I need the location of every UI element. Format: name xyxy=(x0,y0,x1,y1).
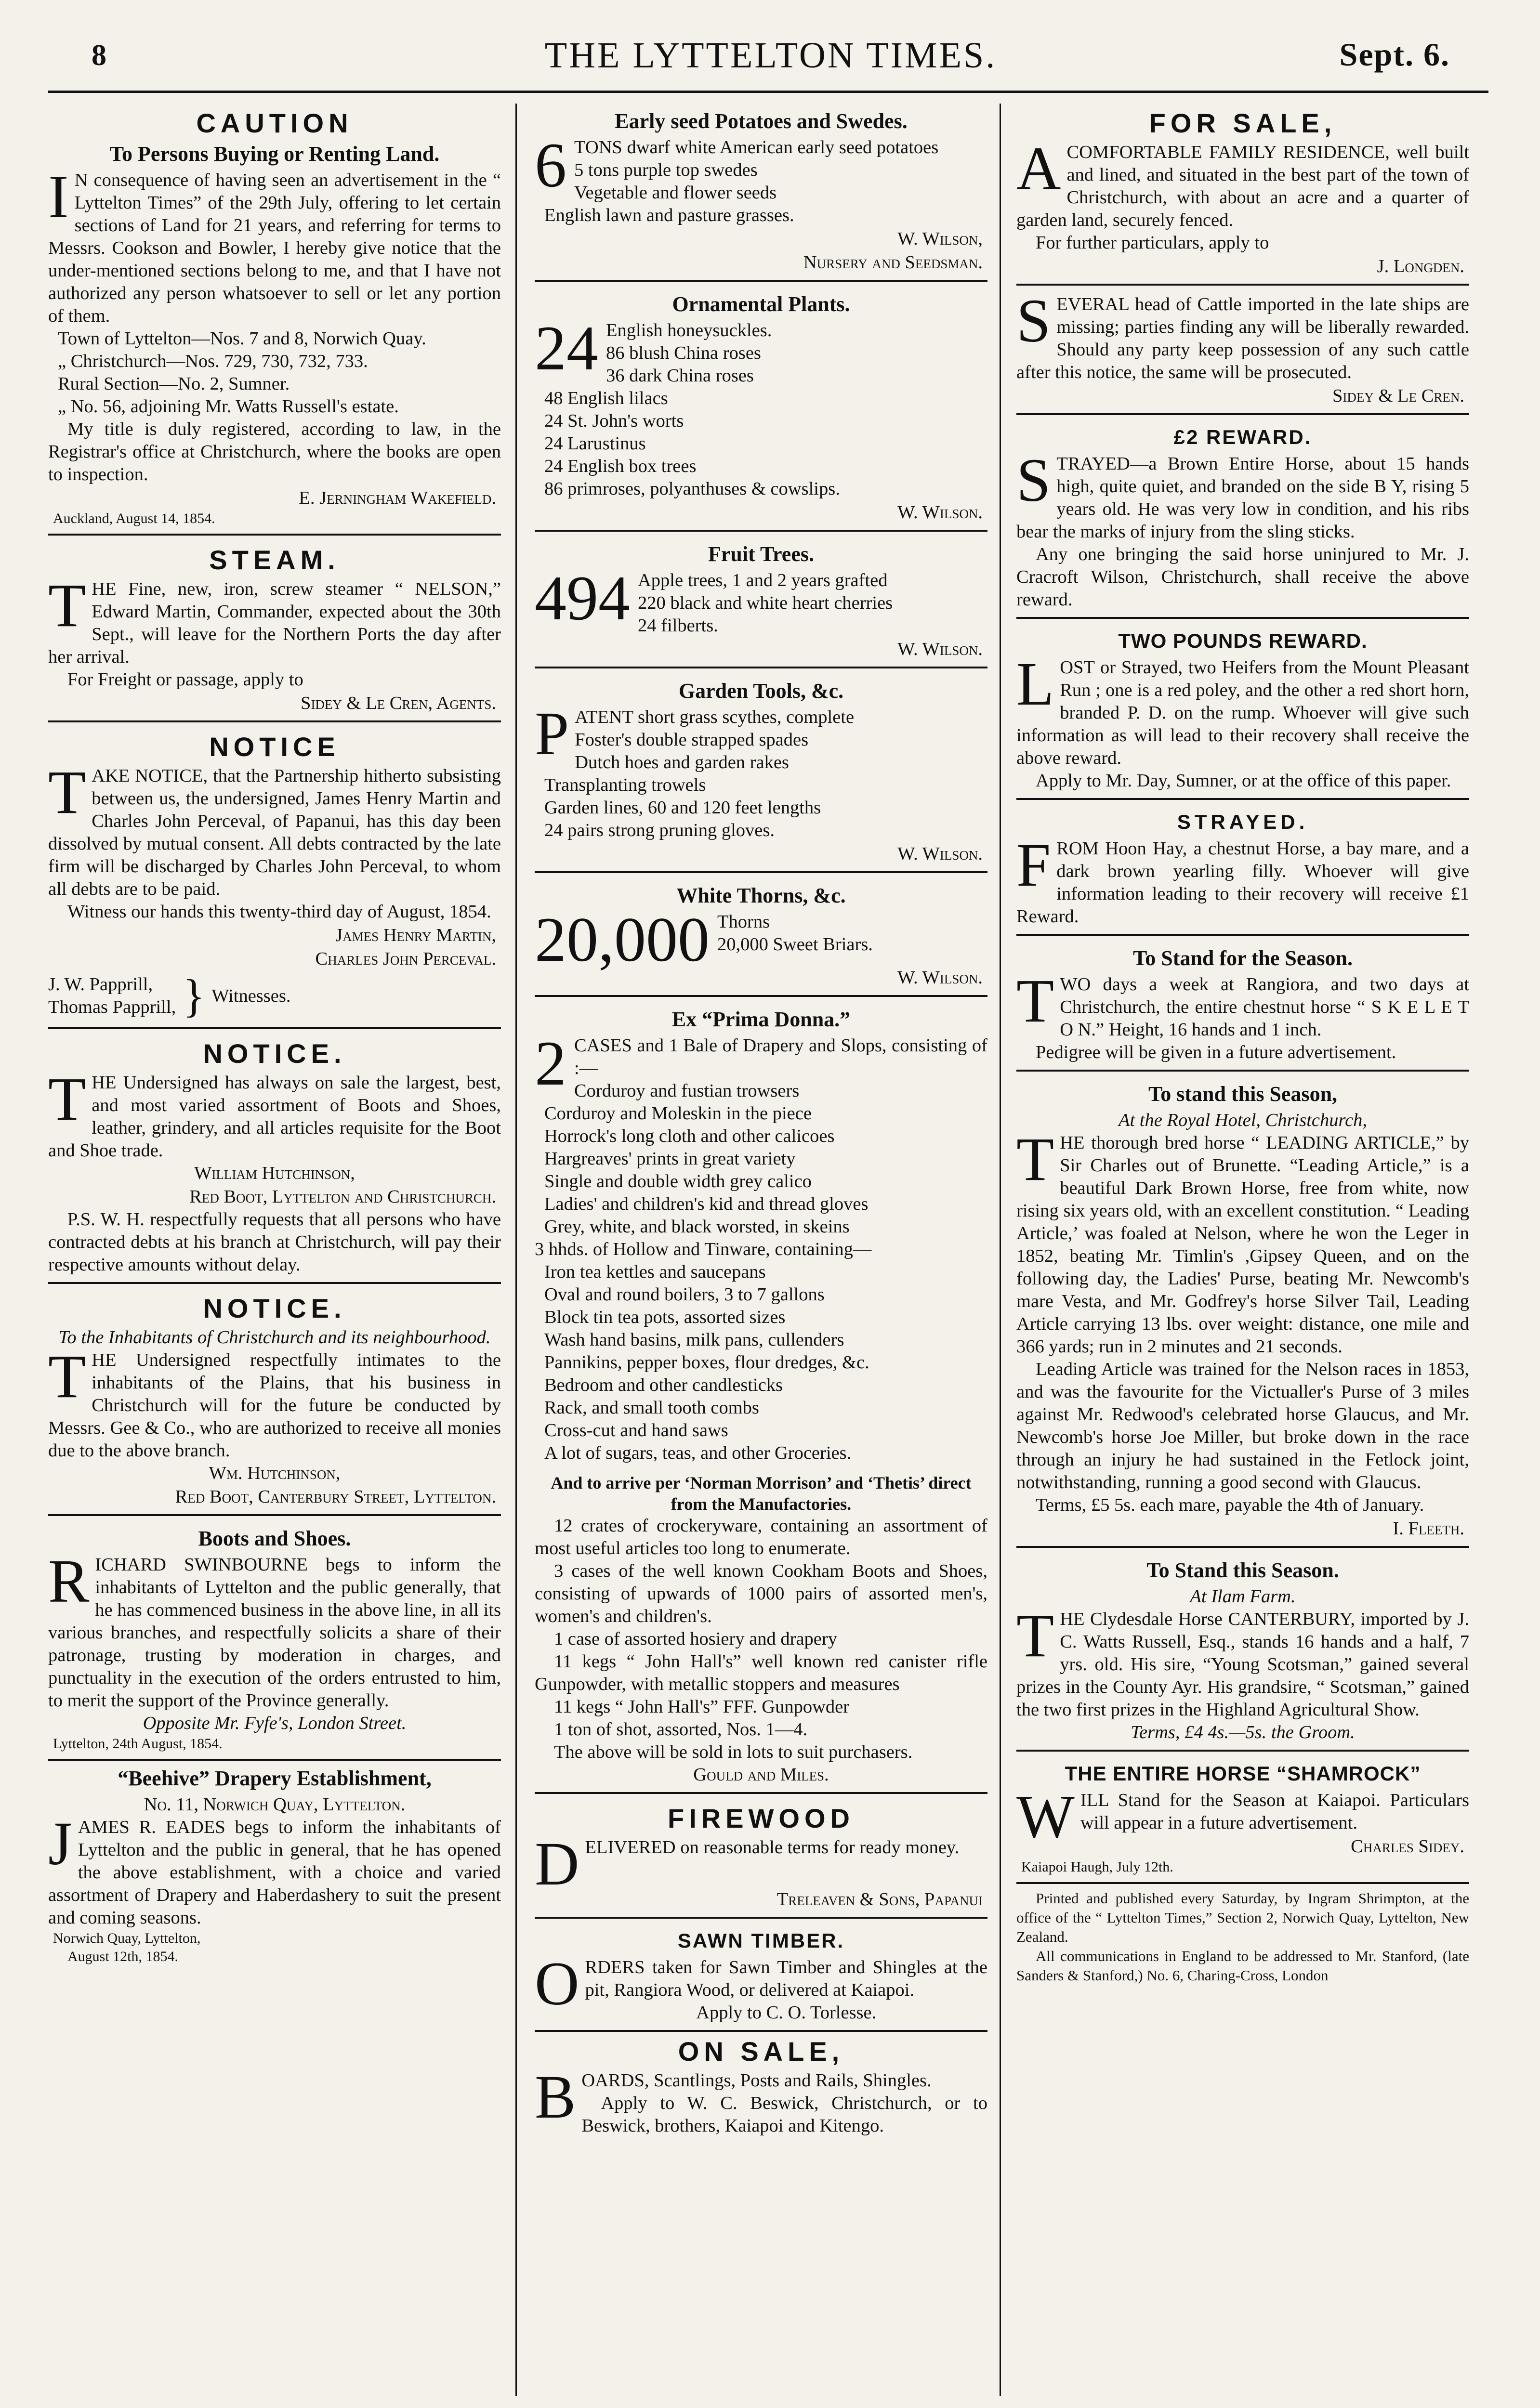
witness-name: J. W. Papprill, xyxy=(48,974,153,995)
advert-body: HE Fine, new, iron, screw steamer “ NELSON,” Edward Martin, Commander, expected about the 30th Sept., will leave for the Northern Ports the day after her arrival. xyxy=(48,579,501,667)
advert-body: Terms, £5 5s. each mare, payable the 4th of January. xyxy=(1036,1495,1424,1515)
prima-donna-advert xyxy=(535,1002,987,1794)
signature: W. Wilson. xyxy=(897,502,983,523)
list-item: A lot of sugars, teas, and other Groceries. xyxy=(544,1443,852,1463)
advert-body: OST or Strayed, two Heifers from the Mount Pleasant Run ; one is a red poley, and the other a red short horn, branded P. D. on the rump. Whoever will give such information as will lead to their recovery shall receive the above reward. xyxy=(1016,657,1469,768)
postscript: P.S. W. H. respectfully requests that all persons who have contracted debts at his branch at Christchurch, will pay their respective amounts without delay. xyxy=(48,1209,501,1275)
signature: J. Longden. xyxy=(1377,256,1464,276)
drop-cap: T xyxy=(48,571,86,640)
list-item: 11 kegs “ John Hall's” well known red canister rifle Gunpowder, with metallic stoppers and measures xyxy=(535,1651,987,1694)
signature: Sidey & Le Cren, Agents. xyxy=(301,693,496,713)
column-3 xyxy=(1016,104,1469,2401)
list-item: 220 black and white heart cherries xyxy=(638,593,893,613)
drop-cap: O xyxy=(535,1950,579,2018)
list-item: 24 filberts. xyxy=(638,615,718,636)
signature: Gould and Miles. xyxy=(693,1765,829,1785)
sawn-timber-advert xyxy=(535,1924,987,2032)
big-number: 6 xyxy=(535,130,566,200)
drop-cap: A xyxy=(1016,134,1061,203)
signature: Sidey & Le Cren. xyxy=(1332,386,1464,406)
advert-heading: White Thorns, &c. xyxy=(676,884,846,907)
drop-cap: P xyxy=(535,699,569,768)
newspaper-title: THE LYTTELTON TIMES. xyxy=(544,35,997,76)
dateline: August 12th, 1854. xyxy=(67,1949,179,1964)
advert-subheading: No. 11, Norwich Quay, Lyttelton. xyxy=(144,1794,406,1815)
two-pound-reward-advert xyxy=(1016,420,1469,619)
signature: Charles John Perceval. xyxy=(315,949,496,969)
signature: Charles Sidey. xyxy=(1351,1836,1464,1857)
list-item: Rack, and small tooth combs xyxy=(544,1398,759,1418)
advert-body: AMES R. EADES begs to inform the inhabitants of Lyttelton and the public in general, that he has opened the above establishment, with a choice and varied assortment of Drapery and Haberdashery to suit the present and coming seasons. xyxy=(48,1817,501,1928)
boots-sale-notice xyxy=(48,1034,501,1284)
advert-body: For further particulars, apply to xyxy=(1036,233,1269,253)
signature: Nursery and Seedsman. xyxy=(803,252,983,273)
advert-heading: To Stand for the Season. xyxy=(1132,946,1353,970)
advert-heading: FIREWOOD xyxy=(668,1803,855,1833)
list-item: English honeysuckles. xyxy=(606,320,772,340)
masthead-rule xyxy=(48,91,1488,93)
advert-body: Leading Article was trained for the Nelson races in 1853, and was the favourite for the Victualler's Purse of 3 miles against Mr. Redwood's celebrated horse Glaucus, and Mr. Newcomb's horse Joe Miller, but broke down in the race through an injury he had sustained in the Fetlock joint, notwithstanding, running a good second with Glaucus. xyxy=(1016,1359,1469,1492)
signature: William Hutchinson, xyxy=(194,1163,355,1183)
advert-heading: Ornamental Plants. xyxy=(672,292,850,316)
advert-heading: NOTICE. xyxy=(203,1293,346,1323)
signature: W. Wilson. xyxy=(897,968,983,988)
list-item: Foster's double strapped spades xyxy=(575,730,809,750)
plants-advert xyxy=(535,287,987,532)
caution-advert xyxy=(48,104,501,536)
advert-heading: “Beehive” Drapery Establishment, xyxy=(118,1767,432,1790)
drop-cap: T xyxy=(1016,967,1054,1035)
cattle-advert xyxy=(1016,287,1469,415)
thorns-advert xyxy=(535,878,987,997)
dateline: Kaiapoi Haugh, July 12th. xyxy=(1021,1859,1173,1875)
list-item: Ladies' and children's kid and thread gloves xyxy=(544,1194,869,1214)
list-item: 24 English box trees xyxy=(544,456,697,476)
list-item: 1 ton of shot, assorted, Nos. 1—4. xyxy=(554,1719,808,1740)
big-number: 24 xyxy=(535,313,598,383)
list-item: 1 case of assorted hosiery and drapery xyxy=(554,1629,837,1649)
signature: Treleaven & Sons, Papanui xyxy=(777,1889,983,1910)
advert-subheading: To the Inhabitants of Christchurch and its neighbourhood. xyxy=(58,1327,491,1348)
drop-cap: I xyxy=(48,162,69,231)
list-item: Cross-cut and hand saws xyxy=(544,1420,728,1440)
advert-body: Apply to C. O. Torlesse. xyxy=(696,2002,877,2023)
advert-body: EVERAL head of Cattle imported in the late ships are missing; parties finding any will be liberally rewarded. Should any party keep possession of any such cattle after this notice, the same will be prosecuted. xyxy=(1016,294,1469,382)
advert-body: Apply to W. C. Beswick, Christchurch, or to Beswick, brothers, Kaiapoi and Kitengo. xyxy=(581,2093,987,2136)
big-number: 20,000 xyxy=(535,904,710,975)
witness-name: Thomas Papprill, xyxy=(48,997,176,1017)
drop-cap: B xyxy=(535,2063,576,2131)
advert-body: My title is duly registered, according to law, in the Registrar's office at Christchurch, where the books are open to inspection. xyxy=(48,419,501,484)
drop-cap: S xyxy=(1016,287,1051,355)
advert-heading: To stand this Season, xyxy=(1148,1082,1338,1106)
brace-glyph: } xyxy=(183,970,205,1021)
drop-cap: T xyxy=(1016,1601,1054,1670)
list-item: 86 primroses, polyanthuses & cowslips. xyxy=(544,479,840,499)
list-item: Town of Lyttelton—Nos. 7 and 8, Norwich Quay. xyxy=(58,328,426,349)
printers-imprint xyxy=(1016,1889,1469,1985)
partnership-notice xyxy=(48,727,501,1029)
advert-subheading: And to arrive per ‘Norman Morrison’ and ‘Thetis’ direct from the Manufactories. xyxy=(551,1473,972,1514)
steam-advert xyxy=(48,540,501,722)
witnesses xyxy=(48,970,501,1021)
drop-cap: T xyxy=(1016,1125,1054,1193)
advert-body: ROM Hoon Hay, a chestnut Horse, a bay mare, and a dark brown yearling filly. Whoever will give information leading to their recovery will receive £1 Reward. xyxy=(1016,838,1469,927)
advert-heading: £2 REWARD. xyxy=(1173,426,1312,448)
drop-cap: T xyxy=(48,758,86,826)
advert-heading: FOR SALE, xyxy=(1149,108,1337,138)
advert-body: RDERS taken for Sawn Timber and Shingles at the pit, Rangiora Wood, or delivered at Kaiapoi. xyxy=(585,1957,987,2000)
signature: E. Jerningham Wakefield. xyxy=(299,488,496,508)
list-item: Corduroy and Moleskin in the piece xyxy=(544,1103,812,1124)
advert-body: CASES and 1 Bale of Drapery and Slops, consisting of :— xyxy=(574,1035,987,1078)
for-sale-advert xyxy=(1016,104,1469,286)
list-item: Apple trees, 1 and 2 years grafted xyxy=(638,570,888,590)
advert-body: For Freight or passage, apply to xyxy=(67,669,303,690)
skeleton-advert xyxy=(1016,941,1469,1072)
advert-heading: ON SALE, xyxy=(678,2036,844,2067)
drop-cap: D xyxy=(535,1830,579,1898)
list-item: 5 tons purple top swedes xyxy=(574,160,758,180)
advert-body: The above will be sold in lots to suit purchasers. xyxy=(554,1742,913,1762)
heifers-reward-advert xyxy=(1016,624,1469,800)
big-number: 2 xyxy=(535,1028,566,1099)
advert-heading: Garden Tools, &c. xyxy=(678,679,844,703)
list-item: 86 blush China roses xyxy=(606,343,761,363)
advert-heading: NOTICE xyxy=(209,732,340,762)
advert-body: ICHARD SWINBOURNE begs to inform the inhabitants of Lyttelton and the public generally, that he has commenced business in the above line, in all its various branches, and respectfully solicits a share of their patronage, trusting by moderation in charges, and punctuality in the execution of the orders entrusted to him, to merit the support of the Province generally. xyxy=(48,1555,501,1711)
firewood-advert xyxy=(535,1799,987,1919)
boots-shoes-advert xyxy=(48,1521,501,1761)
garden-tools-advert xyxy=(535,673,987,873)
signature: W. Wilson, xyxy=(897,229,983,249)
list-item: Grey, white, and black worsted, in skeins xyxy=(544,1217,850,1237)
leading-article-advert xyxy=(1016,1076,1469,1548)
canterbury-advert xyxy=(1016,1553,1469,1752)
list-item: Vegetable and flower seeds xyxy=(574,183,777,203)
fruit-trees-advert xyxy=(535,537,987,668)
advert-body: ATENT short grass scythes, complete xyxy=(575,707,855,727)
list-item: Single and double width grey calico xyxy=(544,1171,812,1191)
advert-body: Apply to Mr. Day, Sumner, or at the office of this paper. xyxy=(1036,771,1451,791)
drop-cap: W xyxy=(1016,1782,1075,1851)
list-item: Hargreaves' prints in great variety xyxy=(544,1149,796,1169)
list-item: „ No. 56, adjoining Mr. Watts Russell's estate. xyxy=(58,396,399,417)
advert-body: TONS dwarf white American early seed potatoes xyxy=(574,137,939,157)
dateline: Auckland, August 14, 1854. xyxy=(53,510,215,526)
advert-body: WO days a week at Rangiora, and two days at Christchurch, the entire chestnut horse “ S K E L E T O N.” Height, 16 hands and 1 inch. xyxy=(1060,974,1469,1040)
column-divider-1 xyxy=(515,104,517,2396)
list-item: 3 hhds. of Hollow and Tinware, containing— xyxy=(535,1239,872,1259)
shamrock-advert xyxy=(1016,1756,1469,1884)
signature: W. Wilson. xyxy=(897,844,983,864)
signature: I. Fleeth. xyxy=(1393,1518,1464,1539)
advert-body: HE thorough bred horse “ LEADING ARTICLE,” by Sir Charles out of Brunette. “Leading Article,” is a beautiful Dark Brown Horse, free from white, now rising six years old, with an excellent constitution. “ Leading Article,’ was foaled at Nelson, where he won the Leger in 1852, beating Mr. Timlin's ,Gipsey Queen, and on the following day, the Ladies' Purse, beating Mr. Newcomb's mare Vesta, and Mr. Godfrey's horse Silver Tail, Leading Article carrying 13 lbs. over weight: distance, one mile and 366 yards; run in 2 minutes and 21 seconds. xyxy=(1016,1133,1469,1357)
list-item: 12 crates of crockeryware, containing an assortment of most useful articles too long to enumerate. xyxy=(535,1516,987,1558)
dateline: Norwich Quay, Lyttelton, xyxy=(53,1930,201,1946)
on-sale-advert xyxy=(535,2037,987,2137)
drop-cap: T xyxy=(48,1065,86,1133)
column-divider-2 xyxy=(1000,104,1001,2396)
big-number: 494 xyxy=(535,563,630,633)
advert-body: HE Clydesdale Horse CANTERBURY, imported by J. C. Watts Russell, Esq., stands 16 hands and a half, 7 yrs. old. His sire, “Young Scotsman,” gained several prizes in the County Ayr. His grandsire, “ Scotsman,” gained the two first prizes in the Highland Agricultural Show. xyxy=(1016,1609,1469,1720)
drop-cap: T xyxy=(48,1342,86,1411)
advert-body: N consequence of having seen an advertisement in the “ Lyttelton Times” of the 29th July, offering to let certain sections of Land for 21 years, and referring for terms to Messrs. Cookson and Bowler, I hereby give notice that the under-mentioned sections belong to me, and that I have not authorized any person whatsoever to sell or let any portion of them. xyxy=(48,170,501,326)
advert-heading: Early seed Potatoes and Swedes. xyxy=(615,109,908,133)
signature-address: Red Boot, Canterbury Street, Lyttelton. xyxy=(175,1487,496,1507)
advert-body: Pedigree will be given in a future advertisement. xyxy=(1036,1042,1396,1062)
list-item: 48 English lilacs xyxy=(544,388,668,408)
advert-body: Witness our hands this twenty-third day of August, 1854. xyxy=(67,902,491,922)
advert-heading: STRAYED. xyxy=(1177,811,1309,833)
list-item: 36 dark China roses xyxy=(606,366,754,386)
advert-body: ILL Stand for the Season at Kaiapoi. Particulars will appear in a future advertisement. xyxy=(1080,1790,1469,1833)
list-item: Bedroom and other candlesticks xyxy=(544,1375,783,1395)
dateline: Lyttelton, 24th August, 1854. xyxy=(53,1736,223,1752)
strayed-advert xyxy=(1016,805,1469,936)
advert-address: Opposite Mr. Fyfe's, London Street. xyxy=(143,1713,407,1733)
list-item: 24 St. John's worts xyxy=(544,411,684,431)
signature: James Henry Martin, xyxy=(335,925,496,945)
advert-subheading: To Persons Buying or Renting Land. xyxy=(109,142,440,166)
list-item: „ Christchurch—Nos. 729, 730, 732, 733. xyxy=(58,351,368,371)
list-item: Thorns xyxy=(717,912,770,932)
list-item: Oval and round boilers, 3 to 7 gallons xyxy=(544,1284,825,1305)
advert-heading: To Stand this Season. xyxy=(1146,1558,1339,1582)
advert-subheading: At the Royal Hotel, Christchurch, xyxy=(1118,1110,1368,1130)
beehive-advert xyxy=(48,1766,501,1966)
page-number: 8 xyxy=(92,39,106,72)
list-item: 3 cases of the well known Cookham Boots and Shoes, consisting of upwards of 1000 pairs of assorted men's, women's and children's. xyxy=(535,1561,987,1626)
list-item: 20,000 Sweet Briars. xyxy=(717,934,873,955)
list-item: Rural Section—No. 2, Sumner. xyxy=(58,374,290,394)
signature: Wm. Hutchinson, xyxy=(209,1463,341,1483)
list-item: 11 kegs “ John Hall's” FFF. Gunpowder xyxy=(554,1697,850,1717)
list-item: Wash hand basins, milk pans, cullenders xyxy=(544,1330,844,1350)
drop-cap: R xyxy=(48,1547,90,1615)
list-item: Block tin tea pots, assorted sizes xyxy=(544,1307,786,1327)
advert-terms: Terms, £4 4s.—5s. the Groom. xyxy=(1131,1722,1355,1742)
advert-heading: Fruit Trees. xyxy=(708,542,814,566)
drop-cap: J xyxy=(48,1809,72,1878)
drop-cap: F xyxy=(1016,831,1051,899)
advert-heading: STEAM. xyxy=(209,545,340,575)
christchurch-notice xyxy=(48,1289,501,1516)
advert-body: TRAYED—a Brown Entire Horse, about 15 hands high, quite quiet, and branded on the side B Y, rising 5 years old. He was very low in condition, and his ribs bear the marks of injury from the sling sticks. xyxy=(1016,454,1469,542)
drop-cap: L xyxy=(1016,650,1054,718)
list-item: Garden lines, 60 and 120 feet lengths xyxy=(544,798,821,818)
signature: W. Wilson. xyxy=(897,639,983,659)
potatoes-advert xyxy=(535,104,987,282)
list-item: 24 Larustinus xyxy=(544,433,646,454)
advert-body: Any one bringing the said horse uninjured to Mr. J. Cracroft Wilson, Christchurch, shall receive the above reward. xyxy=(1016,544,1469,610)
imprint-line: All communications in England to be addressed to Mr. Stanford, (late Sanders & Stanford,) No. 6, Charing-Cross, London xyxy=(1016,1948,1469,1984)
column-1 xyxy=(48,104,501,2401)
advert-heading: Boots and Shoes. xyxy=(198,1527,351,1550)
advert-heading: SAWN TIMBER. xyxy=(677,1929,845,1952)
list-item: Iron tea kettles and saucepans xyxy=(544,1262,766,1282)
issue-date: Sept. 6. xyxy=(1339,36,1450,73)
advert-heading: CAUTION xyxy=(196,108,353,138)
list-item: Pannikins, pepper boxes, flour dredges, &c. xyxy=(544,1352,869,1373)
drop-cap: S xyxy=(1016,446,1051,514)
witness-label: Witnesses. xyxy=(211,985,291,1006)
advert-heading: NOTICE. xyxy=(203,1038,346,1069)
list-item: English lawn and pasture grasses. xyxy=(544,205,794,225)
list-item: Horrock's long cloth and other calicoes xyxy=(544,1126,835,1146)
advert-subheading: At Ilam Farm. xyxy=(1190,1586,1296,1607)
column-2 xyxy=(535,104,987,2401)
advert-heading: THE ENTIRE HORSE “SHAMROCK” xyxy=(1065,1762,1421,1785)
list-item: Corduroy and fustian trowsers xyxy=(574,1081,800,1101)
signature-address: Red Boot, Lyttelton and Christchurch. xyxy=(189,1187,496,1207)
advert-heading: TWO POUNDS REWARD. xyxy=(1118,629,1368,652)
advert-body: ELIVERED on reasonable terms for ready money. xyxy=(585,1837,960,1858)
advert-body: OARDS, Scantlings, Posts and Rails, Shingles. xyxy=(581,2070,932,2091)
advert-heading: Ex “Prima Donna.” xyxy=(671,1008,851,1031)
advert-body: HE Undersigned respectfully intimates to the inhabitants of the Plains, that his business in Christchurch will for the future be conducted by Messrs. Gee & Co., who are authorized to receive all monies due to the above branch. xyxy=(48,1350,501,1461)
list-item: Transplanting trowels xyxy=(544,775,706,795)
list-item: 24 pairs strong pruning gloves. xyxy=(544,820,775,840)
masthead xyxy=(72,29,1469,87)
advert-body: COMFORTABLE FAMILY RESIDENCE, well built and lined, and situated in the best part of the town of Christchurch, with about an acre and a quarter of garden land, securely fenced. xyxy=(1016,142,1469,230)
advert-body: HE Undersigned has always on sale the largest, best, and most varied assortment of Boots and Shoes, leather, grindery, and all articles requisite for the Boot and Shoe trade. xyxy=(48,1073,501,1161)
imprint-line: Printed and published every Saturday, by Ingram Shrimpton, at the office of the “ Lyttelton Times,” Section 2, Norwich Quay, Lyttelton, New Zealand. xyxy=(1016,1890,1469,1945)
advert-body: AKE NOTICE, that the Partnership hitherto subsisting between us, the undersigned, James Henry Martin and Charles John Perceval, of Papanui, has this day been dissolved by mutual consent. All debts contracted by the late firm will be discharged by Charles John Perceval, to whom all debts are to be paid. xyxy=(48,766,501,899)
list-item: Dutch hoes and garden rakes xyxy=(575,752,789,772)
